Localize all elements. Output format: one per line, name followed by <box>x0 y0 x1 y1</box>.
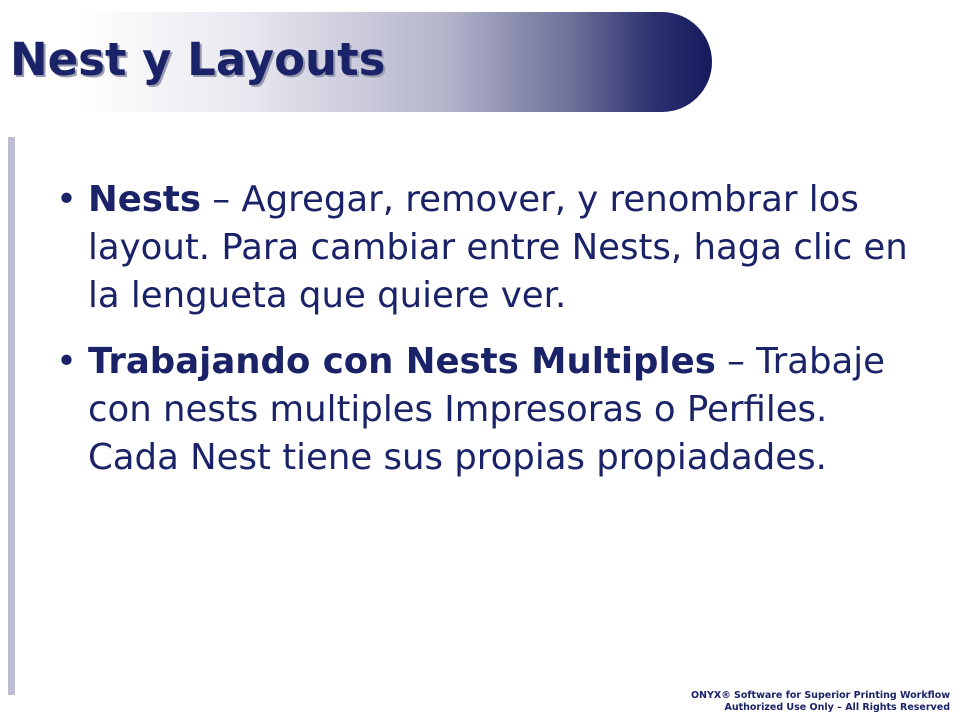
bullet-text: Agregar, remover, y renombrar los layout. Para cambiar entre Nests, haga clic en la lengueta que quiere ver. <box>88 179 908 316</box>
bullet-separator: – <box>715 341 757 382</box>
bullet-dot: • <box>56 341 77 382</box>
bullet-term: Nests <box>88 179 202 220</box>
left-vertical-rule <box>8 137 15 695</box>
bullet-term: Trabajando con Nests Multiples <box>88 341 716 382</box>
footer-line-2: Authorized Use Only – All Rights Reserved <box>724 702 950 713</box>
bullet-item-multiple-nests <box>50 338 920 482</box>
bullet-text: Trabaje con nests multiples Impresoras o Perfiles. Cada Nest tiene sus propias propiadades. <box>88 341 885 478</box>
bullet-list <box>50 176 920 500</box>
bullet-item-nests <box>50 176 920 320</box>
bullet-separator: – <box>201 179 242 220</box>
bullet-dot: • <box>56 179 77 220</box>
footer-line-1: ONYX® Software for Superior Printing Workflow <box>690 690 950 701</box>
slide-title: Nest y Layouts <box>10 33 386 86</box>
footer <box>691 690 950 714</box>
